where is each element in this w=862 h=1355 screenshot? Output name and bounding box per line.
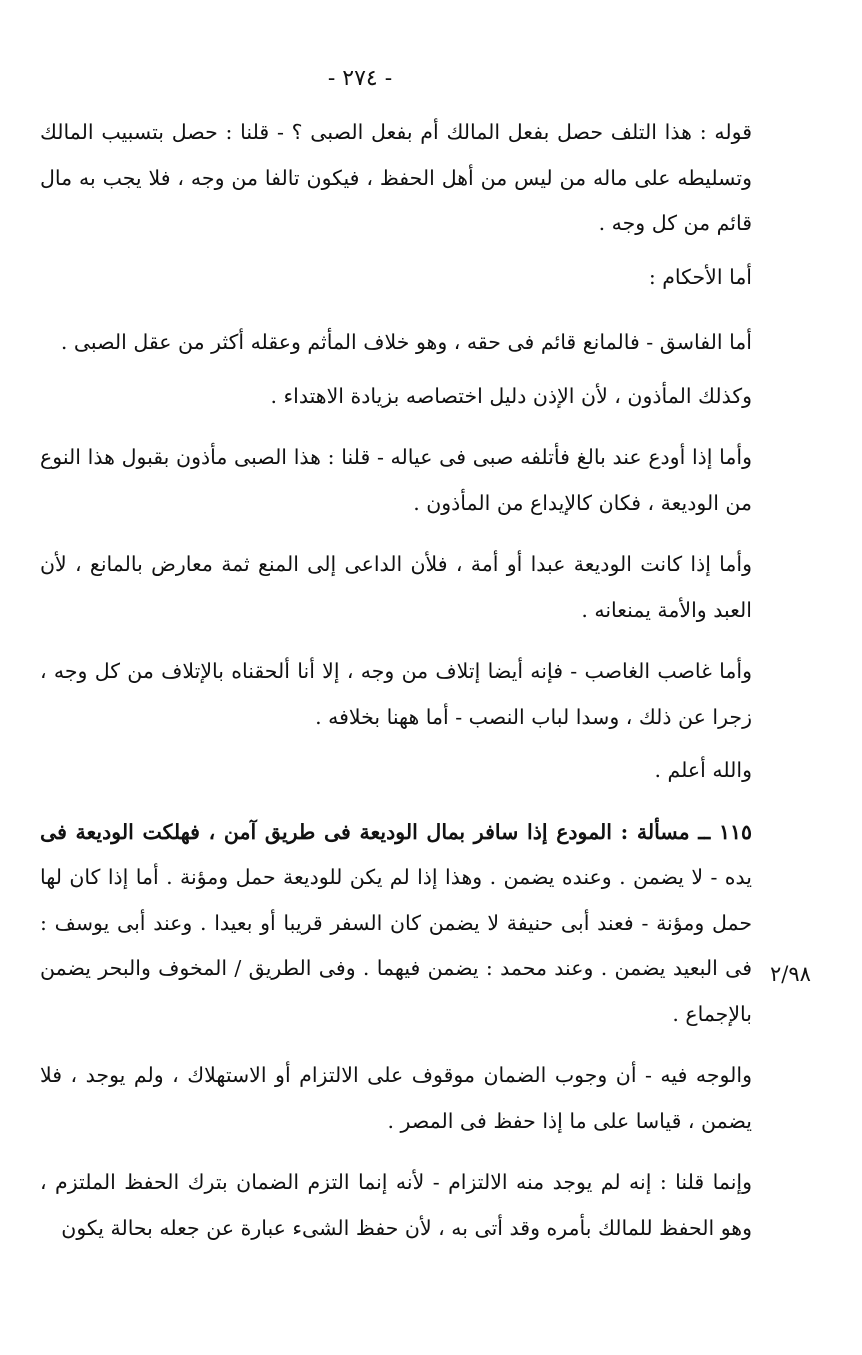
paragraph-2: أما الأحكام :	[648, 264, 752, 289]
paragraph-5: وأما إذا أودع عند بالغ فأتلفه صبى فى عياله - قلنا : هذا الصبى مأذون بقبول هذا النوع من الوديعة ، فكان كالإيداع من المأذون .	[40, 445, 752, 515]
paragraph-7: وأما غاصب الغاصب - فإنه أيضا إتلاف من وجه ، إلا أنا ألحقناه بالإتلاف من كل وجه ، زجرا عن ذلك ، وسدا لباب النصب - أما ههنا بخلافه .	[40, 659, 752, 729]
paragraph-4: وكذلك المأذون ، لأن الإذن دليل اختصاصه بزيادة الاهتداء .	[270, 383, 752, 408]
issue-heading: ١١٥ ــ مسألة : المودع إذا سافر بمال الوديعة فى طريق آمن ، فهلكت الوديعة فى	[40, 819, 752, 844]
paragraph-8: والله أعلم .	[654, 758, 752, 782]
margin-reference: ٢/٩٨	[770, 962, 811, 986]
paragraph-9	[40, 810, 752, 1038]
page-number: - ٢٧٤ -	[327, 66, 393, 91]
issue-body: يده - لا يضمن . وعنده يضمن . وهذا إذا لم يكن للوديعة حمل ومؤنة . أما إذا كان لها حمل ومؤنة - فعند أبى حنيفة لا يضمن كان السفر قريبا أو بعيدا . وعند أبى يوسف : فى البعيد يضمن . وعند محمد : يضمن فيهما . وفى الطريق / المخوف والبحر يضمن بالإجماع .	[40, 865, 752, 1026]
paragraph-11: وإنما قلنا : إنه لم يوجد منه الالتزام - لأنه إنما التزم الضمان بترك الحفظ الملتزم ، وهو الحفظ للمالك بأمره وقد أتى به ، لأن حفظ الشىء عبارة عن جعله بحالة يكون	[40, 1170, 752, 1240]
paragraph-3: أما الفاسق - فالمانع قائم فى حقه ، وهو خلاف المأثم وعقله أكثر من عقل الصبى .	[60, 330, 752, 354]
paragraph-1: قوله : هذا التلف حصل بفعل المالك أم بفعل الصبى ؟ - قلنا : حصل بتسبيب المالك وتسليطه على ماله من ليس من أهل الحفظ ، فيكون تالفا من وجه ، فلا يجب به مال قائم من كل وجه .	[40, 120, 752, 235]
paragraph-6: وأما إذا كانت الوديعة عبدا أو أمة ، فلأن الداعى إلى المنع ثمة معارض بالمانع ، لأن العبد والأمة يمنعانه .	[40, 552, 752, 622]
paragraph-10: والوجه فيه - أن وجوب الضمان موقوف على الالتزام أو الاستهلاك ، ولم يوجد ، فلا يضمن ، قياسا على ما إذا حفظ فى المصر .	[40, 1063, 752, 1133]
page-body	[40, 110, 752, 1251]
